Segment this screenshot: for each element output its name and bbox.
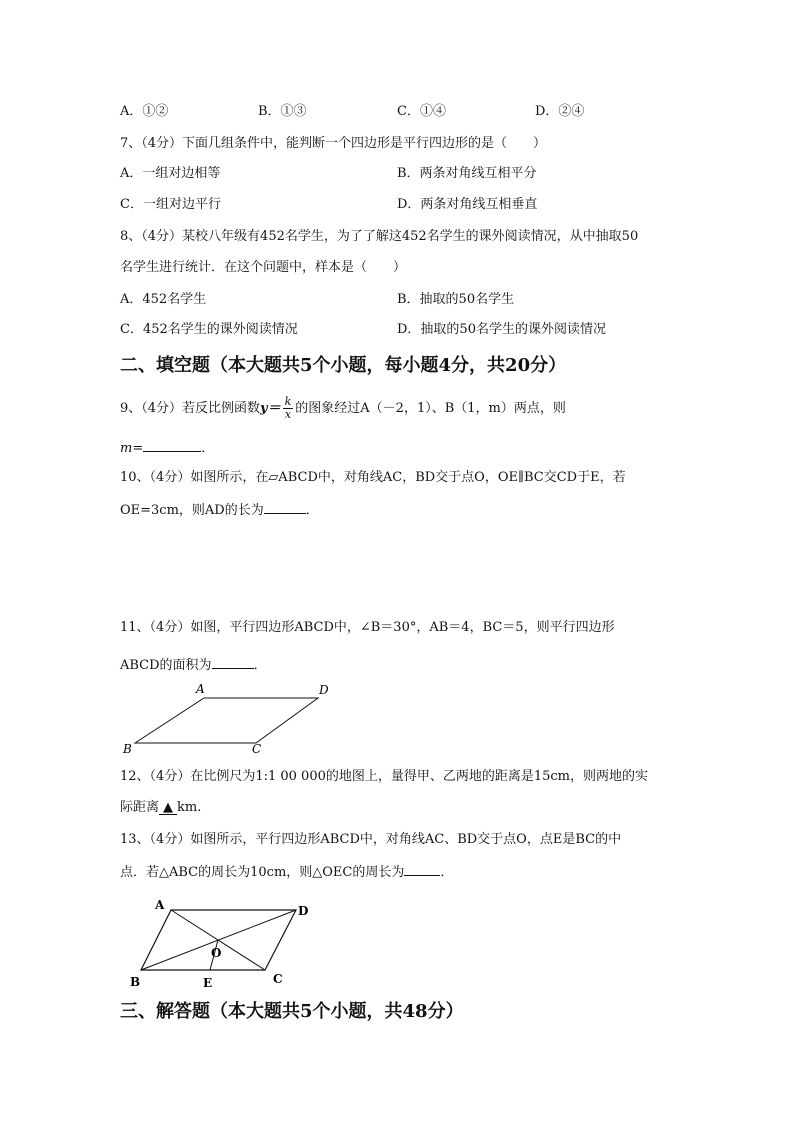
q11-line1: 11、（4分）如图，平行四边形ABCD中，∠B＝30°，AB＝4，BC＝5，则平行四边形 — [120, 620, 615, 635]
q7-option-a: A．一组对边相等 — [120, 166, 221, 181]
q6-option-c: C．①④ — [397, 104, 446, 119]
q8-option-c: C．452名学生的课外阅读情况 — [120, 322, 298, 337]
q9-denominator: x — [284, 408, 292, 421]
q12-unit: km. — [177, 800, 202, 815]
q8-line2: 名学生进行统计．在这个问题中，样本是（ ） — [120, 260, 407, 275]
q11-label-b: B — [123, 742, 132, 756]
q11-answer-blank — [212, 657, 254, 669]
q11-line2-text: ABCD的面积为 — [120, 658, 212, 673]
q9-fraction — [283, 396, 294, 421]
q9-prefix: 9、（4分）若反比例函数 — [120, 401, 261, 416]
q11-label-c: C — [252, 742, 262, 756]
q12-answer-mark: ▲ — [159, 801, 177, 815]
section2-title: 二、填空题（本大题共5个小题，每小题4分，共20分） — [120, 355, 567, 376]
q13-label-a: A — [155, 898, 165, 912]
q13-label-b: B — [130, 975, 141, 989]
q13-line2-text: 点．若△ABC的周长为10cm，则△OEC的周长为 — [120, 865, 405, 880]
q10-line2 — [120, 502, 319, 517]
q8-line1: 8、（4分）某校八年级有452名学生，为了了解这452名学生的课外阅读情况，从中抽取50 — [120, 229, 639, 244]
q11-end: ． — [253, 658, 267, 673]
q6-option-b: B．①③ — [258, 104, 307, 119]
q13-end: ． — [440, 865, 454, 880]
q12-line2 — [120, 801, 201, 815]
q10-end: ． — [305, 503, 319, 518]
q13-parallelogram-figure — [118, 893, 318, 993]
q9-rest: 的图象经过A（－2，1）、B（1，m）两点，则 — [295, 401, 566, 416]
q11-line2 — [120, 657, 267, 672]
q13-answer-blank — [404, 864, 440, 876]
q7-option-c: C．一组对边平行 — [120, 197, 221, 212]
q12-line1: 12、（4分）在比例尺为1:1 00 000的地图上，量得甲、乙两地的距离是15cm，则两地的实 — [120, 769, 649, 784]
q10-answer-blank — [264, 502, 306, 514]
q7-stem: 7、（4分）下面几组条件中，能判断一个四边形是平行四边形的是（ ） — [120, 136, 547, 151]
q9-end: ． — [201, 441, 215, 456]
q6-option-d: D．②④ — [535, 104, 585, 119]
q13-line1: 13、（4分）如图所示，平行四边形ABCD中，对角线AC、BD交于点O，点E是BC的中 — [120, 832, 622, 847]
q11-label-d: D — [319, 683, 329, 697]
q13-label-e: E — [203, 976, 213, 990]
q8-option-b: B．抽取的50名学生 — [397, 292, 515, 307]
q10-line1: 10、（4分）如图所示，在▱ABCD中，对角线AC，BD交于点O，OE∥BC交CD于E，若 — [120, 470, 626, 485]
q11-parallelogram-shape — [135, 698, 318, 743]
q9-answer-blank — [143, 440, 201, 452]
q12-line2-text: 际距离 — [120, 800, 160, 815]
q8-option-d: D．抽取的50名学生的课外阅读情况 — [397, 322, 606, 337]
q8-option-a: A．452名学生 — [120, 292, 207, 307]
q13-diagonal-bd — [141, 910, 296, 970]
q13-label-c: C — [273, 972, 283, 986]
q9-y: y＝ — [260, 401, 281, 416]
q9-line2 — [120, 440, 214, 455]
q13-line2 — [120, 864, 453, 879]
q9-numerator: k — [284, 395, 292, 408]
q7-option-d: D．两条对角线互相垂直 — [397, 197, 538, 212]
q9-m: m= — [120, 441, 144, 456]
q10-line2-text: OE=3cm，则AD的长为 — [120, 503, 264, 518]
q13-label-o: O — [211, 946, 222, 960]
q13-label-d: D — [298, 904, 309, 918]
q9-line1 — [120, 394, 566, 424]
q6-option-a: A．①② — [120, 104, 169, 119]
q11-label-a: A — [196, 682, 205, 696]
section3-title: 三、解答题（本大题共5个小题，共48分） — [120, 1001, 464, 1022]
q7-option-b: B．两条对角线互相平分 — [397, 166, 537, 181]
q11-parallelogram-figure — [118, 680, 338, 760]
